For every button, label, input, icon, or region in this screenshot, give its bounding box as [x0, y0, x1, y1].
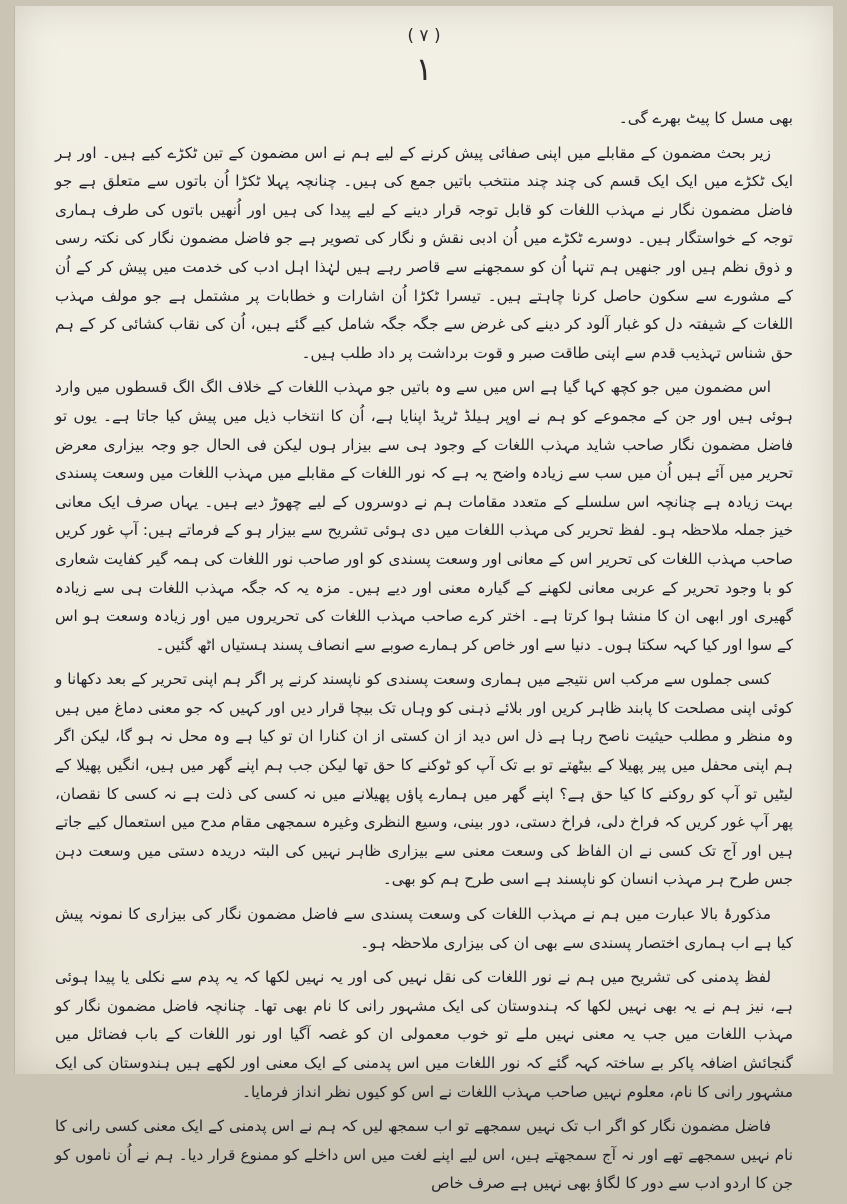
paragraph: فاضل مضمون نگار کو اگر اب تک نہیں سمجھے تو اب سمجھ لیں کہ ہم نے اس پدمنی کے ایک معنی کسی رانی کا نام نہیں سمجھے تھے اور نہ آج سمجھتے ہیں، اس لیے اپنے لغت میں اس داخلے کو ممنوع قرار دیا۔ ہم نے اُن ناموں کو جن کا اردو ادب سے دور کا لگاؤ بھی نہیں ہے صرف خاص [55, 1117, 793, 1193]
paragraph: اس مضمون میں جو کچھ کہا گیا ہے اس میں سے وہ باتیں جو مہذب اللغات کے خلاف الگ الگ قسطوں میں وارد ہوئی ہیں اور جن کے مجموعے کو ہم نے اوپر ہیلڈ ٹریڈ اپنایا ہے، اُن کا انتخاب ذیل میں پیش کیا جاتا ہے۔ یوں تو فاضل مضمون نگار صاحب شاید مہذب اللغات کے وجود ہی سے بیزار ہوں لیکن فی الحال جو وجہ بیزاری معرض تحریر میں آئے ہیں اُن میں سب سے زیادہ واضح یہ ہے کہ نور اللغات کے مقابلے میں مہذب اللغات میں وسعت پسندی بہت زیادہ ہے چنانچہ اس سلسلے کے متعدد مقامات ہم نے دوسروں کے لیے چھوڑ دیے ہیں۔ یہاں صرف ایک معانی خیز جملہ ملاحظہ ہو۔ لفظ تحریر کی مہذب اللغات میں دی ہوئی تشریح سے بیزار ہو کے فرماتے ہیں: آپ غور کریں صاحب مہذب اللغات کی تحریر اس کے معانی اور وسعت پسندی کو اور صاحب نور اللغات کی ہمہ گیر کفایت شعاری کو با وجود تحریر کے عربی معانی لکھنے کے گیارہ معنی اور دیے ہیں۔ مزہ یہ کہ جگہ مہذب اللغات ہی سے زیادہ گھیری اور ابھی ان کا منشا ہوا کرتا ہے۔ اختر کرے صاحب مہذب اللغات کی تحریروں میں اور زیادہ وسعت ہو اس کے سوا اور کیا کہہ سکتا ہوں۔ دنیا سے اور خاص کر ہمارے صوبے سے انصاف پسند ہستیاں اٹھ گئیں۔ [55, 378, 793, 654]
paragraph: کسی جملوں سے مرکب اس نتیجے میں ہماری وسعت پسندی کو ناپسند کرنے پر اگر ہم اپنی تحریر کے بعد دکھانا و کوئی اپنی مصلحت کا پابند ظاہر کریں اور بلائے ذہنی کو وہاں تک بیچا قرار دیں اور کہیں کہ جو معنی دماغ میں ہیں وہ منظر و مطلب حیثیت ناصح رہا ہے ذل اس دید از ان کستی از ان کنارا ان تو کیا ہے وہ محل نہ ہو گا، لیکن اگر ہم اپنی محفل میں پیر پھیلا کے بیٹھتے تو بے تک آپ کو ٹوکنے کا حق تھا لیکن جب ہم اپنے گھر میں ہیں، انگیں پھیلا کے لیٹیں تو آپ کو روکنے کا کیا حق ہے؟ اپنے گھر میں ہمارے پاؤں پھیلانے میں نہ کسی کی ذلت ہے نہ کسی کا نقصان، پھر آپ غور کریں کہ فراخ دلی، فراخ دستی، دور بینی، وسیع النظری وغیرہ سمجھی مقام مدح میں استعمال کیے جاتے ہیں اور آج تک کسی نے ان الفاظ کی وسعت معنی سے بیزاری ظاہر نہیں کی البتہ دریدہ دستی میں وسعت دہن جس طرح ہر مہذب انسان کو ناپسند ہے اسی طرح ہم کو بھی۔ [55, 670, 793, 889]
paragraph: لفظ پدمنی کی تشریح میں ہم نے نور اللغات کی نقل نہیں کی اور یہ نہیں لکھا کہ یہ پدم سے نکلی یا پیدا ہوئی ہے، نیز ہم نے یہ بھی نہیں لکھا کہ ہندوستان کی ایک مشہور رانی کا نام بھی تھا۔ چنانچہ فاضل مضمون نگار کو مہذب اللغات میں جب یہ معنی نہیں ملے تو خوب معمولی ان کو غصہ آگیا اور نور اللغات کے باب فضائل میں گنجائش اضافہ پاکر بے ساختہ کہہ گئے کہ نور اللغات میں اس پدمنی کے ایک معنی اور لکھے ہیں ہندوستان کی ایک مشہور رانی کا نام، معلوم نہیں صاحب مہذب اللغات نے اس کو کیوں نظر انداز فرمایا۔ [55, 968, 793, 1101]
paragraph: بھی مسل کا پیٹ بھرے گی۔ [618, 109, 793, 127]
page-header [15, 26, 833, 88]
page-number: ( ۷ ) [407, 26, 441, 46]
section-number: ۱ [415, 50, 433, 88]
paragraph: مذکورۂ بالا عبارت میں ہم نے مہذب اللغات کی وسعت پسندی سے فاضل مضمون نگار کی بیزاری کا نمونہ پیش کیا ہے اب ہماری اختصار پسندی سے بھی ان کی بیزاری ملاحظہ ہو۔ [55, 905, 793, 952]
urdu-body-text [55, 104, 793, 1204]
manuscript-page [14, 6, 833, 1193]
paragraph: زیر بحث مضمون کے مقابلے میں اپنی صفائی پیش کرنے کے لیے ہم نے اس مضمون کے تین ٹکڑے کیے ہیں۔ اور ہر ایک ٹکڑے میں ایک ایک قسم کی چند چند منتخب باتیں جمع کی ہیں۔ چنانچہ پہلا ٹکڑا اُن باتوں سے متعلق ہے جو فاضل مضمون نگار نے مہذب اللغات کو قابل توجہ قرار دینے کے لیے پیدا کی ہیں اور اُنھیں باتوں کی طرف ہماری توجہ کے خواستگار ہیں۔ دوسرے ٹکڑے میں اُن ادبی نقش و نگار کی تصویر ہے جو فاضل مضمون نگار کی نکتہ رسی و ذوق نظم ہیں اور جنھیں ہم تنہا اُن کو سمجھنے سے قاصر رہے ہیں لہٰذا اہل ادب کی خدمت میں پیش کر کے اُن کے مشورے سے سکون حاصل کرنا چاہتے ہیں۔ تیسرا ٹکڑا اُن اشارات و خطابات پر مشتمل ہے جو مولف مہذب اللغات کے شیفتہ دل کو غبار آلود کر دینے کی غرض سے جگہ جگہ شامل کیے گئے ہیں، اُن کی نقاب کشائی کر کے ہم حق شناس تہذیب قدم سے اپنی طاقت صبر و قوت برداشت پر داد طلب ہیں۔ [55, 143, 793, 362]
